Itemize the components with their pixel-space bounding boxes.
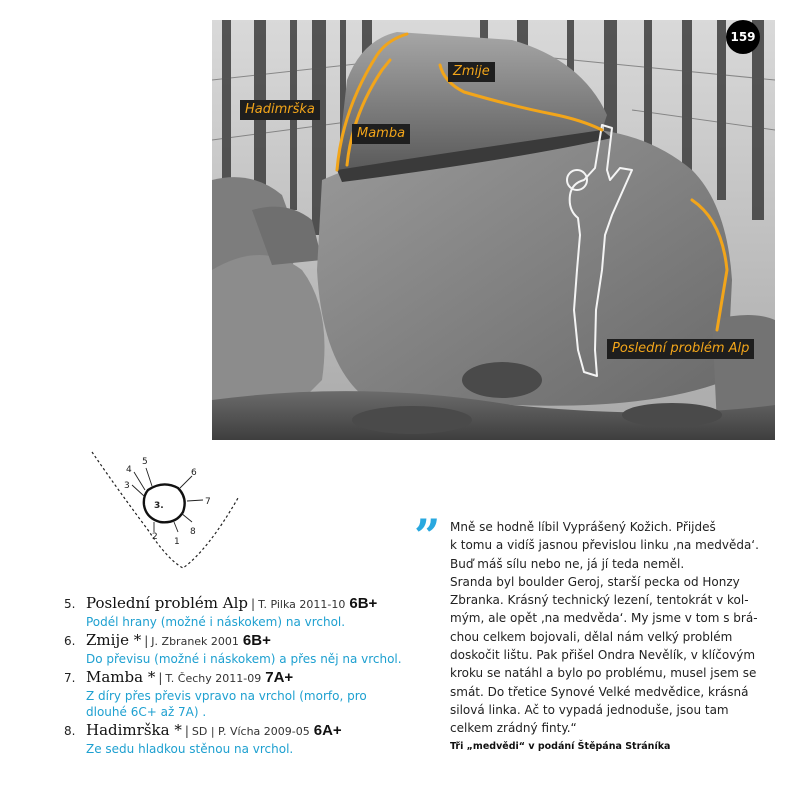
- quote-line: silová linka. Ač to vypadá jednoduše, jsou tam: [450, 702, 729, 717]
- quote-line: smát. Do třetice Synové Velké medvědice, krásná: [450, 684, 749, 699]
- route-name: Mamba *: [86, 668, 156, 686]
- topo-number-8: 8: [190, 527, 196, 537]
- route-number: 7.: [64, 671, 76, 685]
- route-label-zmije: Zmije: [448, 62, 495, 82]
- route-author: T. Pilka 2011-10: [258, 598, 346, 611]
- boulder-photo-drawing: [212, 20, 775, 440]
- page-number-badge: [726, 20, 760, 54]
- route-grade: 6B+: [242, 632, 271, 649]
- quote-line: chou celkem bojovali, dělal nám velký problém: [450, 629, 733, 644]
- route-label-mamba: Mamba: [352, 124, 410, 144]
- quote-line: Zbranka. Krásný technický lezení, tentokrát v kol-: [450, 593, 749, 608]
- page-number: 159: [730, 30, 756, 44]
- route-author: T. Čechy 2011-09: [165, 672, 262, 685]
- quote-line: celkem zrádný finty.“: [450, 721, 577, 736]
- route-separator: |: [184, 724, 189, 738]
- topo-number-6: 6: [191, 468, 197, 478]
- quote-line: kroku se natáhl a bylo po problému, musel jsem se: [450, 666, 757, 681]
- topo-number-2: 2: [152, 532, 158, 542]
- route-name: Hadimrška *: [86, 721, 182, 739]
- boulder-photo: [212, 20, 775, 440]
- topo-sketch: [88, 450, 248, 575]
- route-number: 5.: [64, 597, 76, 611]
- route-separator: |: [144, 634, 149, 648]
- topo-diagram: [88, 450, 248, 575]
- route-description-line-2: dlouhé 6C+ až 7A) .: [86, 705, 207, 719]
- quote-mark-icon: ”: [414, 509, 441, 563]
- route-list: [64, 594, 404, 758]
- topo-boulder-label: 3.: [154, 501, 164, 511]
- topo-number-5: 5: [142, 457, 148, 467]
- route-author: J. Zbranek 2001: [151, 635, 239, 648]
- quote-line: Mně se hodně líbil Vyprášený Kožich. Přijdeš: [450, 520, 716, 534]
- route-separator: |: [158, 671, 163, 685]
- route-entry-7: [64, 668, 404, 720]
- climber-quote: [450, 518, 785, 752]
- quote-line: Sranda byl boulder Geroj, starší pecka od Honzy: [450, 574, 740, 589]
- route-description: Podél hrany (možné i náskokem) na vrchol.: [86, 615, 346, 629]
- route-author: SD | P. Vícha 2009-05: [191, 725, 310, 738]
- topo-number-7: 7: [205, 497, 211, 507]
- route-description: Ze sedu hladkou stěnou na vrchol.: [86, 742, 294, 756]
- route-number: 8.: [64, 724, 76, 738]
- quote-line: doskočit lištu. Pak přišel Ondra Nevělík, v klíčovým: [450, 648, 756, 663]
- topo-number-4: 4: [126, 465, 132, 475]
- route-name: Zmije *: [86, 631, 142, 649]
- route-description: Do převisu (možné i náskokem) a přes něj na vrchol.: [86, 652, 402, 666]
- route-separator: |: [251, 597, 256, 611]
- route-entry-5: [64, 594, 404, 630]
- route-label-hadimrska: Hadimrška: [240, 100, 320, 120]
- route-number: 6.: [64, 634, 76, 648]
- topo-number-1: 1: [174, 537, 180, 547]
- route-grade: 6B+: [349, 595, 378, 612]
- quote-line: Buď máš sílu nebo ne, já jí teda neměl.: [450, 556, 685, 571]
- route-entry-6: [64, 631, 404, 667]
- route-grade: 6A+: [313, 722, 342, 739]
- topo-number-3: 3: [124, 481, 130, 491]
- route-entry-8: [64, 721, 404, 757]
- route-name: Poslední problém Alp: [86, 594, 249, 612]
- quote-signature: Tři „medvědi“ v podání Štěpána Stráníka: [450, 740, 671, 752]
- route-grade: 7A+: [265, 669, 294, 686]
- quote-line: mým, ale opět ‚na medvěda‘. My jsme v tom s brá-: [450, 611, 758, 626]
- route-label-posledni: Poslední problém Alp: [607, 339, 754, 359]
- route-description-line-1: Z díry přes převis vpravo na vrchol (morfo, pro: [86, 689, 367, 703]
- quote-line: k tomu a vidíš jasnou převislou linku ‚na medvěda‘.: [450, 538, 759, 553]
